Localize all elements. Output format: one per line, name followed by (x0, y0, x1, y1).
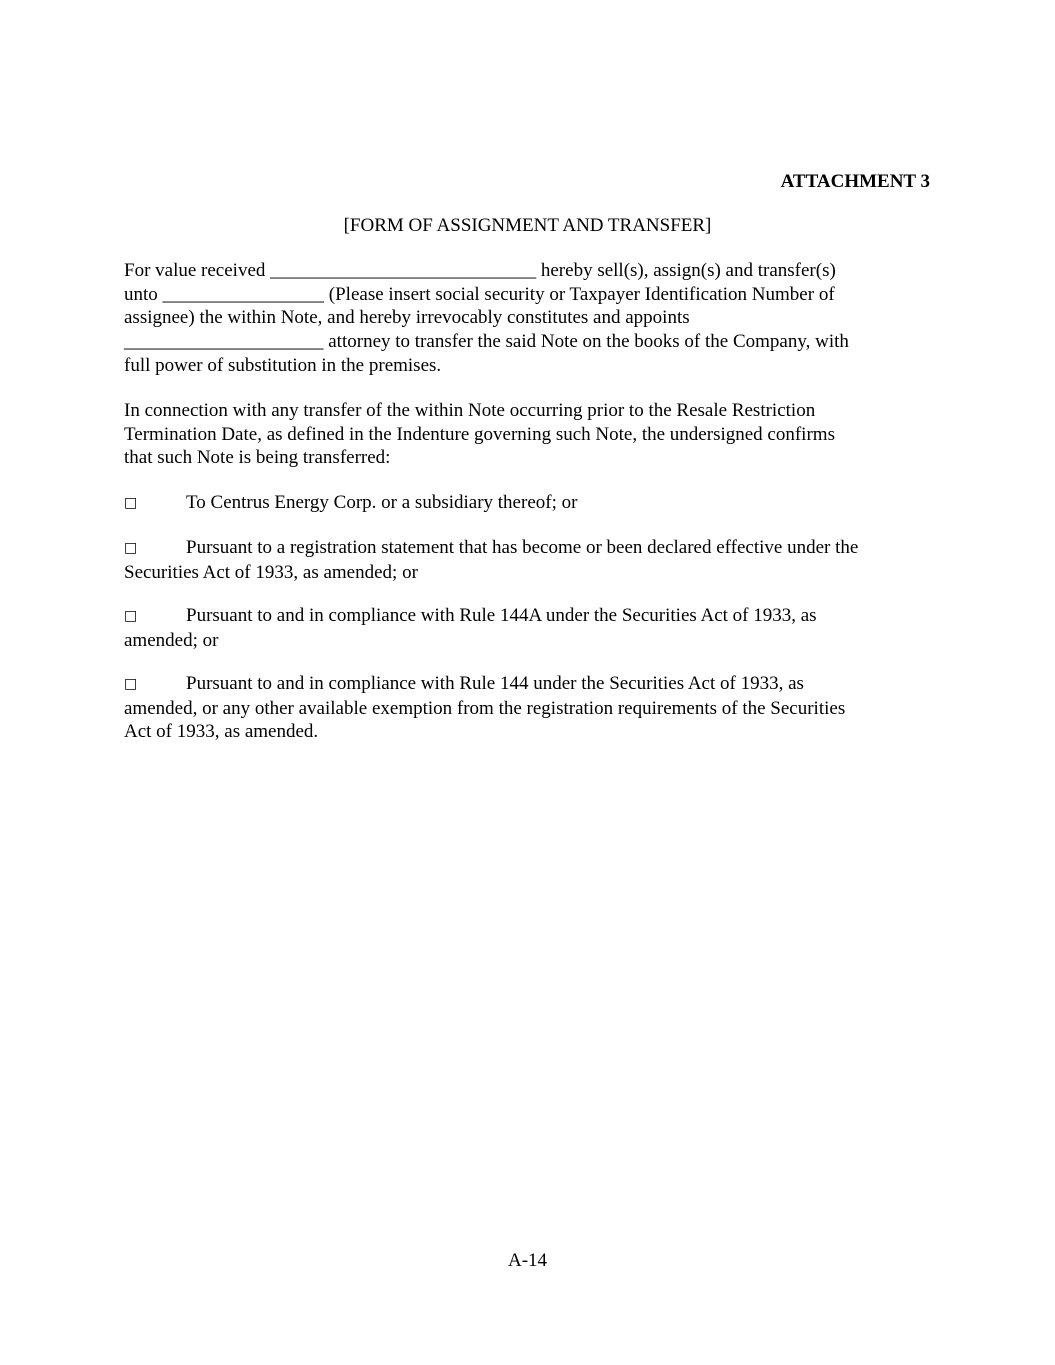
form-title: [FORM OF ASSIGNMENT AND TRANSFER] (343, 215, 712, 236)
connection-line: that such Note is being transferred: (124, 447, 391, 469)
option-text: Pursuant to and in compliance with Rule 144 under the Securities Act of 1933, as (186, 673, 804, 694)
transfer-option-rule-144a (124, 604, 930, 652)
assignment-line: assignee) the within Note, and hereby irrevocably constitutes and appoints (124, 307, 690, 329)
connection-paragraph (124, 399, 930, 470)
assignment-line: unto _________________ (Please insert social security or Taxpayer Identification Number of (124, 283, 835, 305)
connection-line: In connection with any transfer of the within Note occurring prior to the Resale Restriction (124, 400, 816, 421)
option-continuation: Act of 1933, as amended. (124, 721, 319, 743)
option-text: To Centrus Energy Corp. or a subsidiary thereof; or (186, 492, 578, 513)
transfer-option-rule-144 (124, 672, 930, 744)
option-first-line (124, 672, 930, 697)
checkbox-icon[interactable]: □ (124, 676, 138, 692)
checkbox-icon[interactable]: □ (124, 495, 138, 511)
connection-line: Termination Date, as defined in the Indenture governing such Note, the undersigned confirms (124, 423, 835, 445)
option-continuation: amended, or any other available exemption from the registration requirements of the Securities (124, 697, 846, 719)
option-text: Pursuant to a registration statement that has become or been declared effective under the (186, 537, 859, 558)
assignment-line: _____________________ attorney to transfer the said Note on the books of the Company, with (124, 331, 849, 353)
assignment-line: full power of substitution in the premises. (124, 354, 442, 376)
assignment-paragraph (124, 259, 930, 378)
transfer-option-subsidiary (124, 491, 930, 516)
checkbox-icon[interactable]: □ (124, 608, 138, 624)
transfer-option-registration (124, 536, 930, 584)
option-first-line (124, 491, 930, 516)
option-first-line (124, 536, 930, 561)
assignment-line: For value received ____________________________ hereby sell(s), assign(s) and transfer(s) (124, 260, 836, 281)
option-first-line (124, 604, 930, 629)
checkbox-icon[interactable]: □ (124, 540, 138, 556)
option-continuation: amended; or (124, 629, 219, 651)
attachment-label: ATTACHMENT 3 (780, 171, 930, 192)
option-text: Pursuant to and in compliance with Rule 144A under the Securities Act of 1933, as (186, 605, 817, 626)
page-number: A-14 (507, 1250, 548, 1271)
option-continuation: Securities Act of 1933, as amended; or (124, 561, 418, 583)
